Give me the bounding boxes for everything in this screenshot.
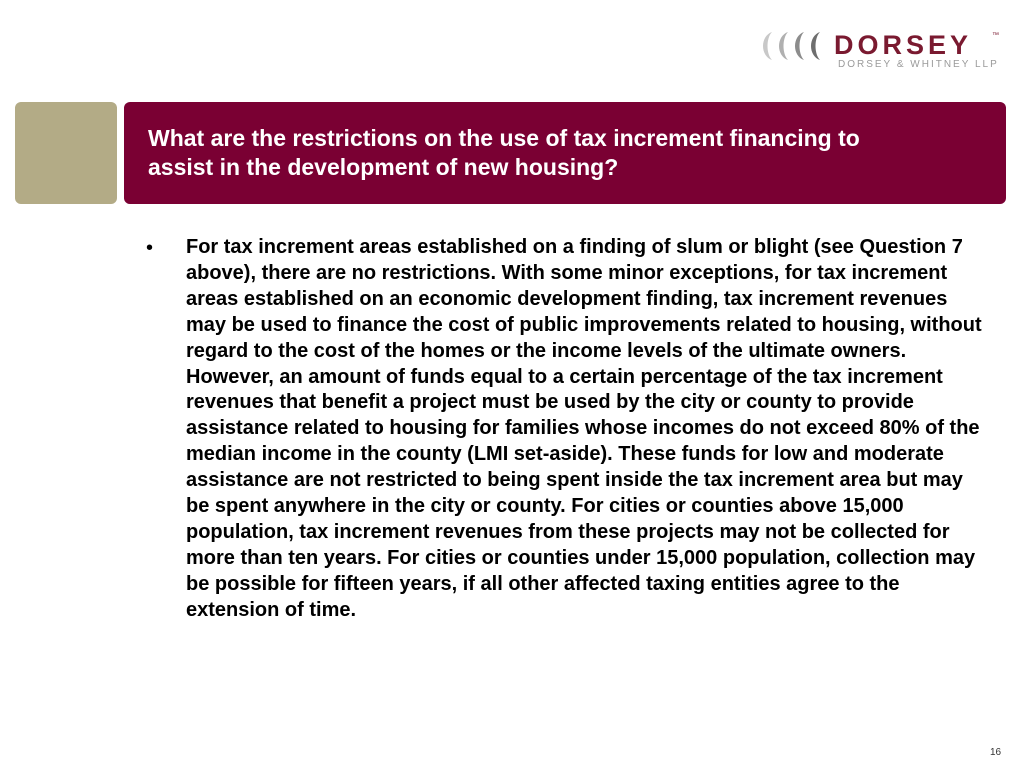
logo-wordmark: DORSEY xyxy=(834,30,973,60)
dorsey-logo xyxy=(758,28,1008,76)
bullet-text: For tax increment areas established on a finding of slum or blight (see Question 7 above), there are no restrictions. With some minor exceptions, for tax increment areas established on an economic development finding, tax increment revenues may be used to finance the cost of public improvements related to housing, without regard to the cost of the homes or the income levels of the ultimate owners. However, an amount of funds equal to a certain percentage of the tax increment revenues that benefit a project must be used by the city or county to provide assistance related to housing for families whose incomes do not exceed 80% of the median income in the county (LMI set-aside). These funds for low and moderate assistance are not restricted to being spent inside the tax increment area but may be spent anywhere in the city or county. For cities or counties above 15,000 population, tax increment revenues from these projects may not be collected for more than ten years. For cities or counties under 15,000 population, collection may be possible for fifteen years, if all other affected taxing entities agree to the extension of time. xyxy=(186,236,982,621)
slide-content xyxy=(146,235,996,624)
bullet-item xyxy=(146,235,996,624)
slide-title: What are the restrictions on the use of tax increment financing to assist in the development of new housing? xyxy=(148,125,860,180)
logo-swoosh-icon xyxy=(758,30,822,62)
logo-subtitle: DORSEY & WHITNEY LLP xyxy=(838,59,999,70)
title-accent-square xyxy=(15,102,117,204)
bullet-marker: • xyxy=(146,237,154,259)
page-number: 16 xyxy=(990,747,1002,758)
title-bar xyxy=(124,102,1006,204)
logo-trademark: ™ xyxy=(992,32,999,39)
